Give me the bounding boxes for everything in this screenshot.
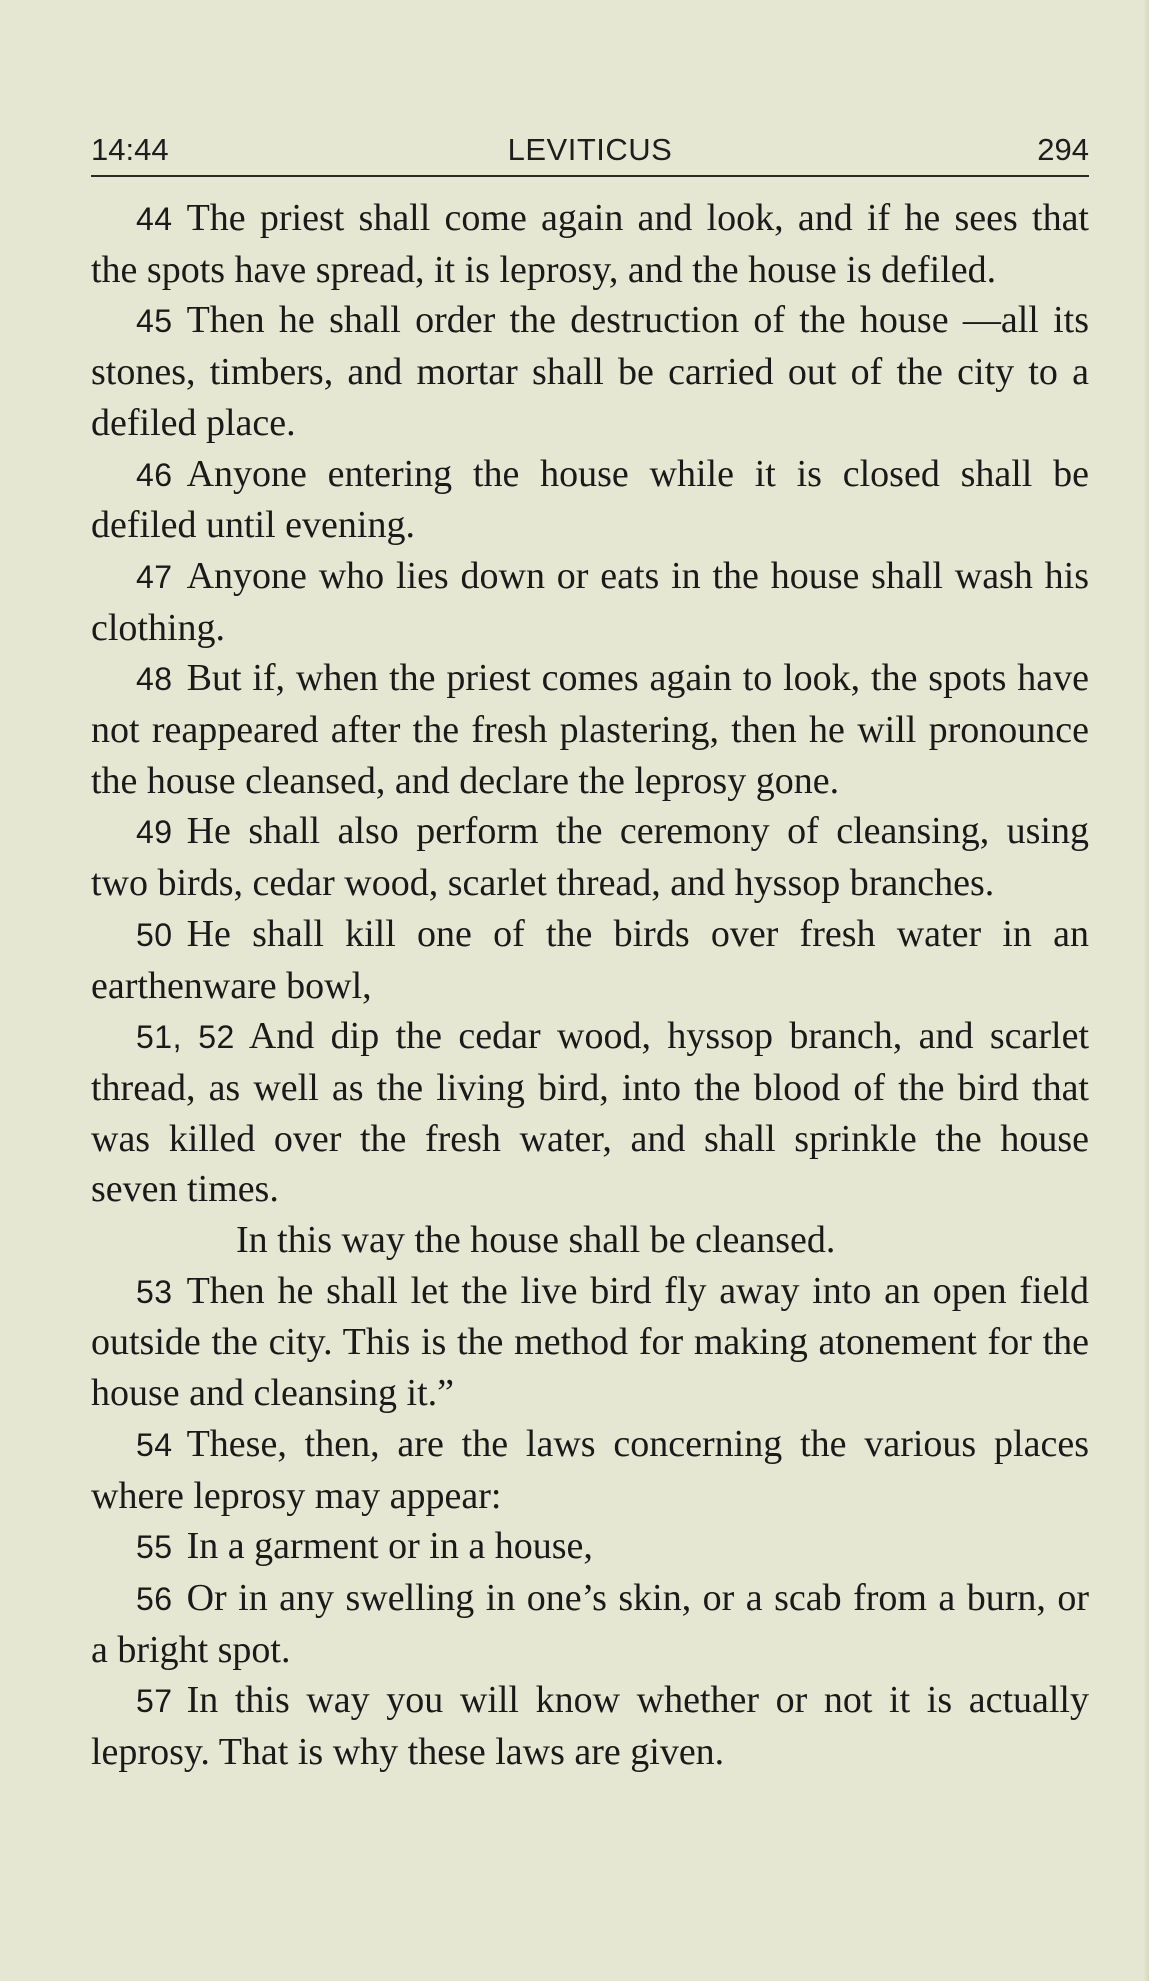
verse-48 [91,653,1089,806]
scripture-text [91,193,1089,1778]
verse-text: But if, when the priest comes again to look, the spots have not reappeared after the fresh plastering, then he will pronounce the house cleansed, and declare the leprosy gone. [91,657,1089,802]
verse-text: And dip the cedar wood, hyssop branch, and scarlet thread, as well as the living bird, into the blood of the bird that was killed over the fresh water, and shall sprinkle the house seven times. [91,1015,1090,1211]
verse-number: 47 [136,558,173,595]
running-head [91,132,1089,172]
verse-number: 55 [136,1529,173,1566]
verse-number: 44 [136,201,173,237]
verse-46 [91,449,1089,551]
verse-47 [91,551,1089,653]
verse-55 [91,1521,1089,1573]
verse-number: 45 [136,303,173,340]
verse-number: 54 [136,1426,173,1463]
verse-57 [91,1675,1089,1777]
verse-number: 46 [136,456,173,493]
page-number: 294 [1037,132,1089,167]
verse-45 [91,295,1089,448]
verse-number: 50 [136,916,173,953]
verse-text: In this way the house shall be cleansed. [236,1219,836,1262]
verse-text: Anyone who lies down or eats in the house shall wash his clothing. [91,554,1089,649]
verse-50 [91,909,1089,1011]
verse-54 [91,1419,1089,1521]
verse-text: Then he shall order the destruction of the house —all its stones, timbers, and mortar shall be carried out of the city to a defiled place. [91,299,1089,444]
verse-text: He shall kill one of the birds over fresh water in an earthenware bowl, [91,912,1089,1007]
verse-52-continuation [91,1215,1089,1266]
verse-51-52 [91,1011,1089,1215]
verse-text: Then he shall let the live bird fly away into an open field outside the city. This is the method for making atonement for the house and cleansing it.” [91,1269,1089,1415]
verse-text: Anyone entering the house while it is closed shall be defiled until evening. [91,452,1089,547]
verse-text: These, then, are the laws concerning the various places where leprosy may appear: [91,1422,1089,1517]
verse-text: The priest shall come again and look, and if he sees that the spots have spread, it is leprosy, and the house is defiled. [91,197,1089,291]
verse-number: 56 [136,1580,173,1617]
verse-text: In this way you will know whether or not it is actually leprosy. That is why these laws are given. [91,1679,1089,1774]
verse-text: He shall also perform the ceremony of cleansing, using two birds, cedar wood, scarlet thread, and hyssop branches. [91,810,1089,905]
verse-number: 53 [136,1273,173,1310]
verse-number: 51, 52 [136,1019,235,1056]
book-title: LEVITICUS [507,132,673,167]
verse-text: Or in any swelling in one’s skin, or a scab from a burn, or a bright spot. [91,1576,1089,1671]
verse-text: In a garment or in a house, [186,1525,593,1568]
verse-number: 57 [136,1683,173,1720]
verse-number: 48 [136,661,173,698]
verse-44 [91,193,1089,295]
verse-53 [91,1266,1089,1419]
header-rule [91,175,1089,177]
verse-number: 49 [136,814,173,851]
chapter-verse-reference: 14:44 [91,132,169,167]
verse-56 [91,1573,1089,1675]
verse-49 [91,806,1089,908]
